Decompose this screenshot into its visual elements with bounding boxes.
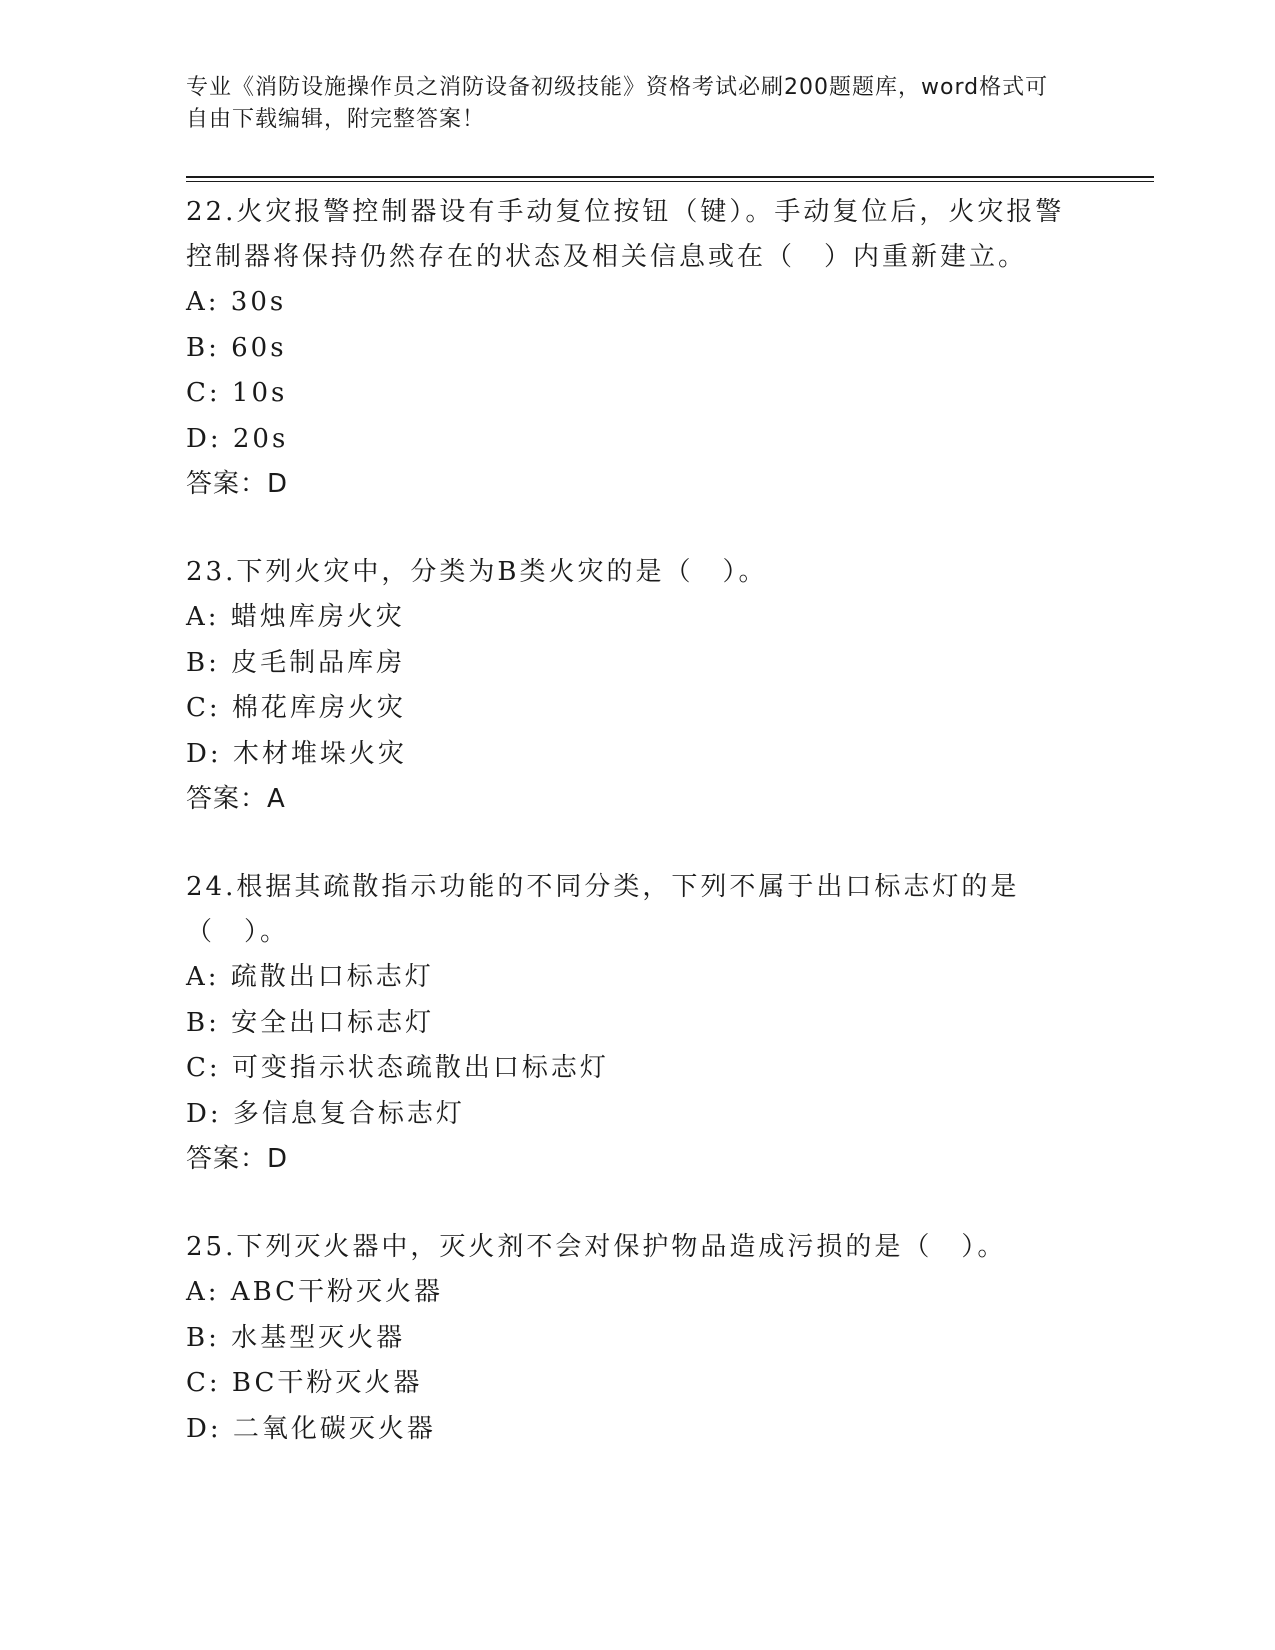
question-text: 23.下列火灾中，分类为B类火灾的是（ ）。 [186,557,768,587]
header-divider-thick [186,176,1154,178]
question-text: 24.根据其疏散指示功能的不同分类，下列不属于出口标志灯的是（ ）。 [186,872,1020,947]
question-24 [186,865,1076,1181]
question-text: 25.下列灭火器中，灭火剂不会对保护物品造成污损的是（ ）。 [186,1232,1007,1262]
option-c: C: 可变指示状态疏散出口标志灯 [186,1053,609,1083]
option-a: A: 蜡烛库房火灾 [186,602,405,632]
question-text: 22.火灾报警控制器设有手动复位按钮（键）。手动复位后，火灾报警控制器将保持仍然存在的状态及相关信息或在（ ）内重新建立。 [186,197,1065,272]
option-b: B: 皮毛制品库房 [186,647,406,678]
question-22 [186,190,1076,506]
option-d: D: 20s [186,423,289,454]
header-divider-thin [186,181,1154,182]
option-b: B: 60s [186,332,287,363]
option-a: A: 疏散出口标志灯 [186,962,434,992]
option-c: C: BC干粉灭火器 [186,1368,423,1398]
option-c: C: 棉花库房火灾 [186,693,406,723]
question-25 [186,1225,1076,1452]
option-a: A: 30s [186,287,287,317]
option-d: D: 二氧化碳灭火器 [186,1413,436,1444]
option-a: A: ABC干粉灭火器 [186,1277,444,1307]
option-b: B: 安全出口标志灯 [186,1007,435,1038]
answer: 答案：D [186,1144,289,1174]
option-b: B: 水基型灭火器 [186,1322,406,1353]
answer: 答案：D [186,469,289,499]
option-d: D: 多信息复合标志灯 [186,1098,465,1129]
answer: 答案：A [186,784,286,814]
option-d: D: 木材堆垛火灾 [186,738,407,769]
option-c: C: 10s [186,378,288,408]
question-list [186,190,1076,1496]
question-23 [186,550,1076,821]
document-header: 专业《消防设施操作员之消防设备初级技能》资格考试必刷200题题库，word格式可自由下载编辑，附完整答案！ [186,75,1049,132]
